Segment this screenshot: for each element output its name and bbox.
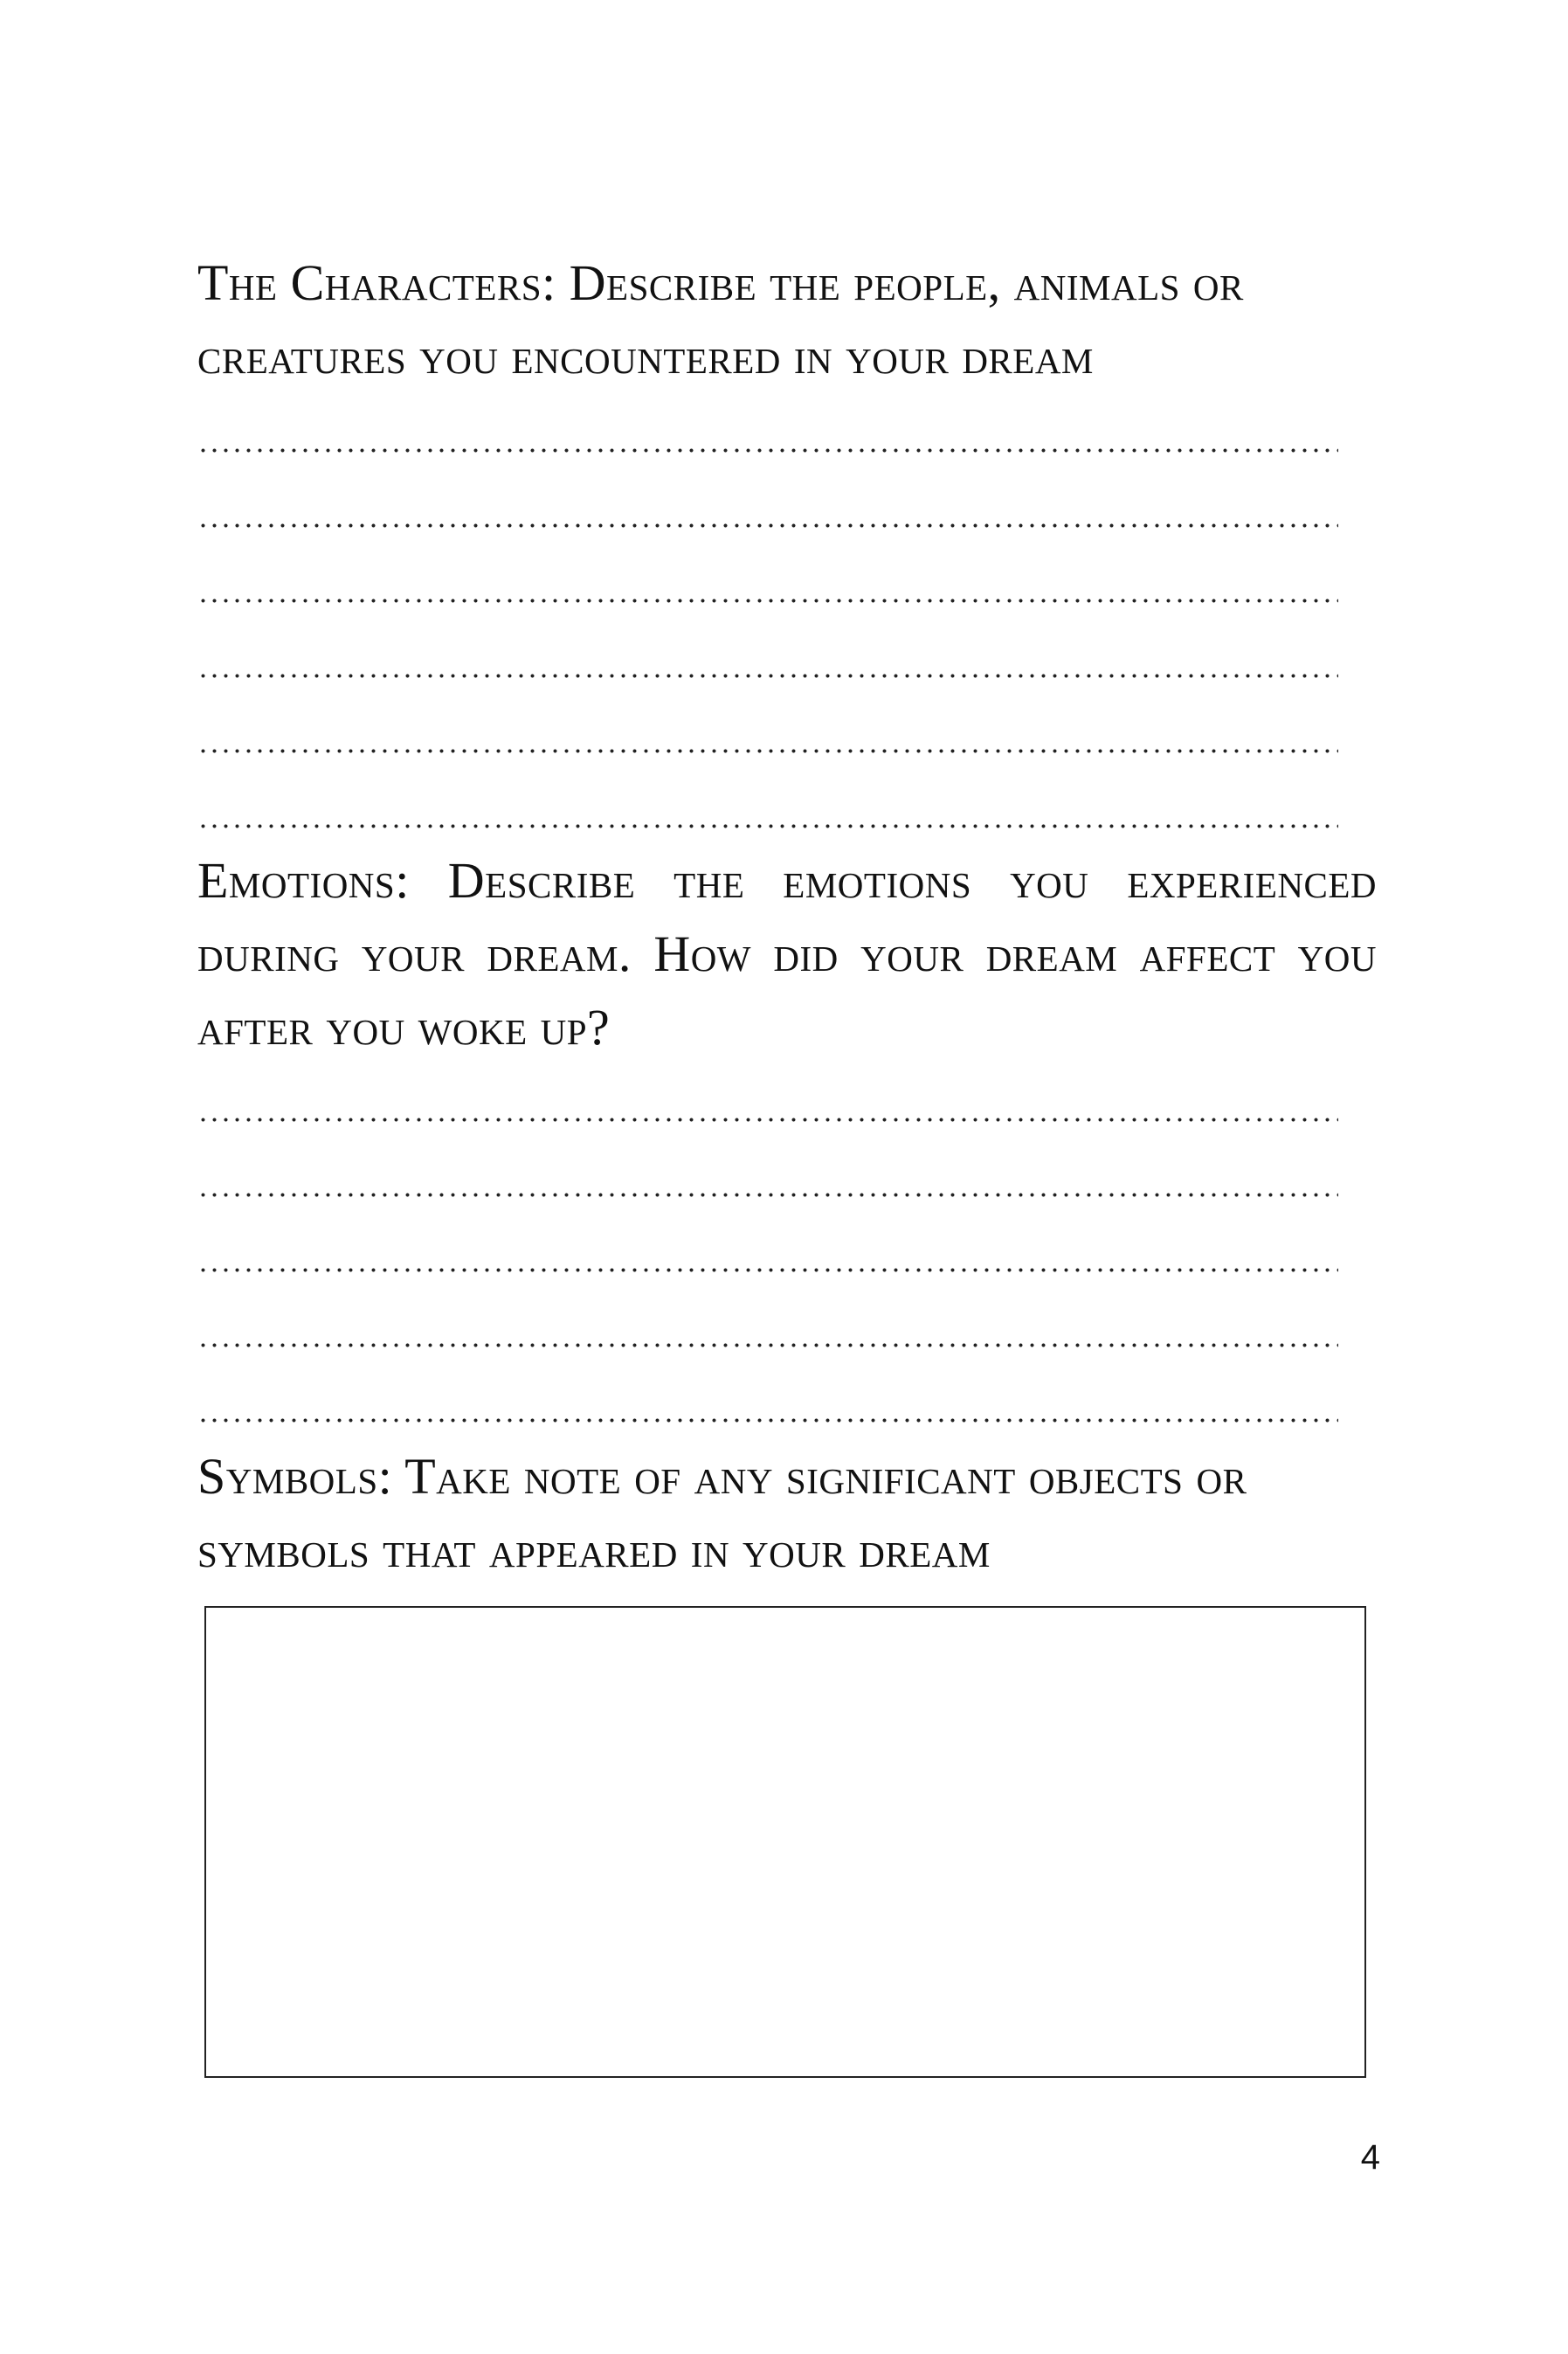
characters-answer-line[interactable]	[197, 398, 1338, 474]
emotions-answer-line[interactable]	[197, 1218, 1338, 1293]
characters-answer-line[interactable]	[197, 549, 1338, 624]
emotions-answer-line[interactable]	[197, 1368, 1338, 1444]
symbols-drawing-box[interactable]	[204, 1606, 1366, 2078]
characters-answer-line[interactable]	[197, 474, 1338, 549]
page-number: 4	[1360, 2138, 1380, 2177]
symbols-prompt: Symbols: Take note of any significant objects or symbols that appeared in your dream	[197, 1448, 1247, 1578]
emotions-prompt: Emotions: Describe the emotions you experienced during your dream. How did your dream affect you after you woke up?	[197, 852, 1377, 1056]
emotions-answer-line[interactable]	[197, 1068, 1338, 1143]
characters-answer-line[interactable]	[197, 774, 1338, 849]
emotions-answer-line[interactable]	[197, 1293, 1338, 1368]
characters-answer-line[interactable]	[197, 624, 1338, 699]
characters-answer-line[interactable]	[197, 699, 1338, 774]
emotions-answer-line[interactable]	[197, 1143, 1338, 1218]
characters-prompt: The Characters: Describe the people, animals or creatures you encountered in your dream	[197, 254, 1244, 384]
